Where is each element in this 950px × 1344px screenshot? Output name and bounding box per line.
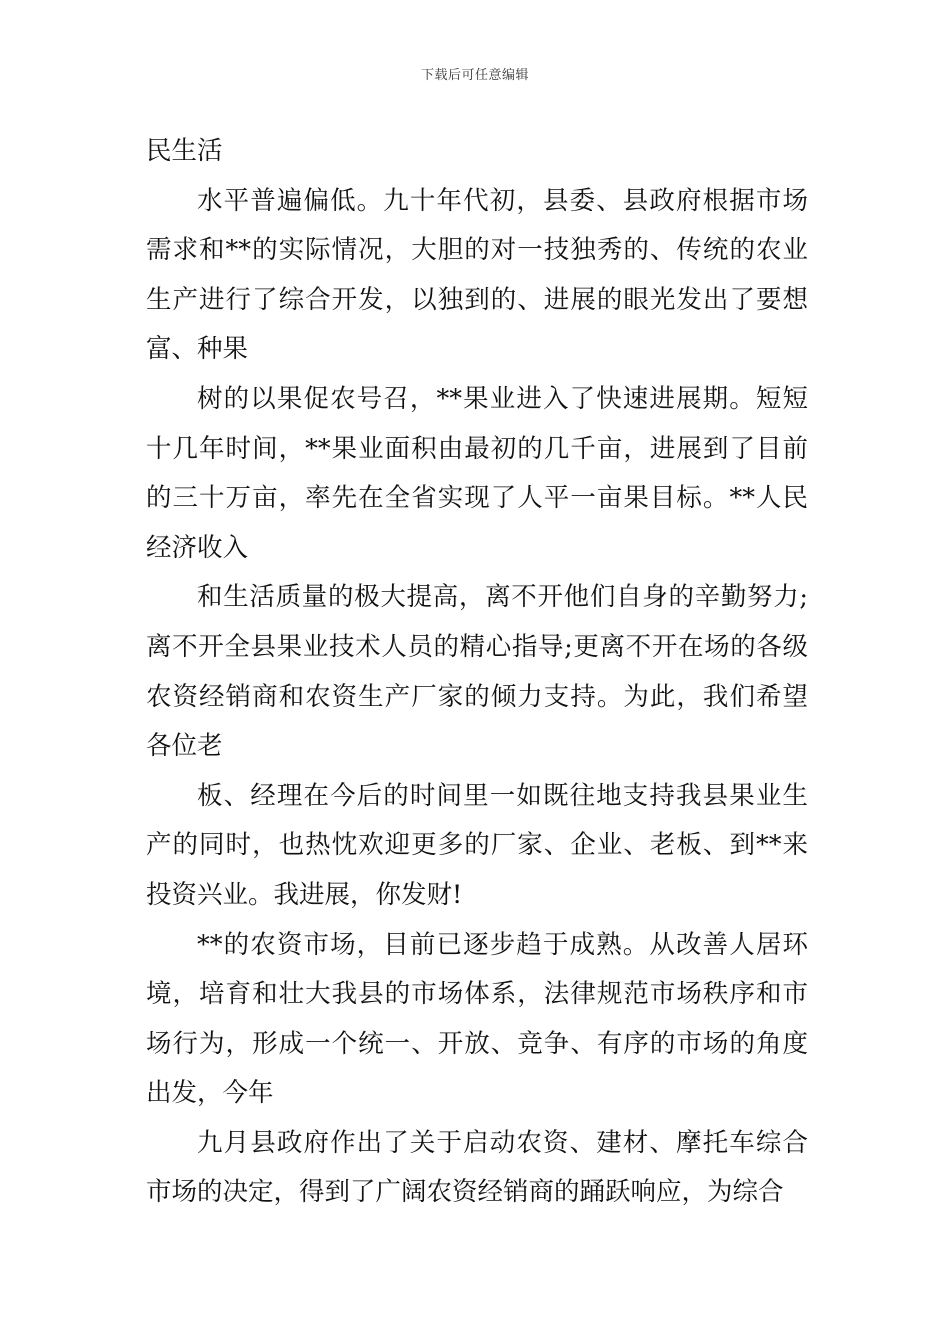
paragraph-5: 板、经理在今后的时间里一如既往地支持我县果业生产的同时，也热忱欢迎更多的厂家、企业、老板、到**来投资兴业。我进展，你发财! [146,780,808,910]
paragraph-1: 民生活 [146,136,223,166]
paragraph-2: 水平普遍偏低。九十年代初，县委、县政府根据市场需求和**的实际情况，大胆的对一技独秀的、传统的农业生产进行了综合开发，以独到的、进展的眼光发出了要想富、种果 [146,185,808,365]
paragraph-3: 树的以果促农号召，**果业进入了快速进展期。短短十几年时间，**果业面积由最初的几千亩，进展到了目前的三十万亩，率先在全省实现了人平一亩果目标。**人民经济收入 [146,383,808,563]
paragraph-7: 九月县政府作出了关于启动农资、建材、摩托车综合市场的决定，得到了广阔农资经销商的踊跃响应，为综合 [146,1127,808,1208]
paragraph-6: **的农资市场，目前已逐步趋于成熟。从改善人居环境，培育和壮大我县的市场体系，法律规范市场秩序和市场行为，形成一个统一、开放、竞争、有序的市场的角度出发，今年 [146,929,808,1109]
page-header: 下载后可任意编辑 [420,68,529,83]
document-body [146,127,808,1218]
paragraph-4: 和生活质量的极大提高，离不开他们自身的辛勤努力;离不开全县果业技术人员的精心指导;更离不开在场的各级农资经销商和农资生产厂家的倾力支持。为此，我们希望各位老 [146,582,808,762]
